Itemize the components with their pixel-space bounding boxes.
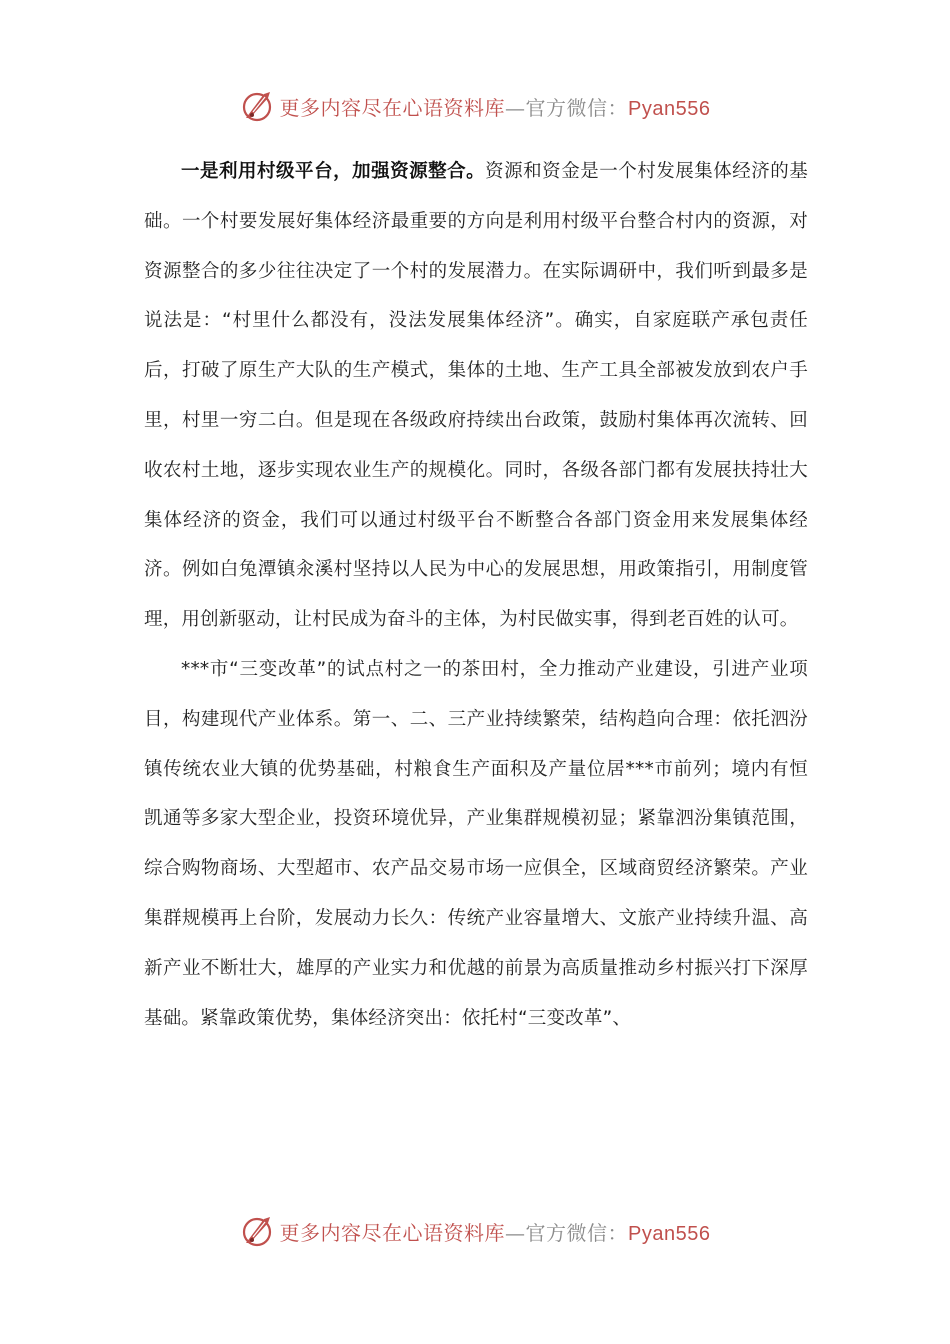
banner-wechat-label: 官方微信： [525,1220,629,1245]
banner-text [280,92,711,121]
banner-separator: — [505,95,526,120]
paragraph-1 [144,147,808,645]
banner-wechat-id: Pyan556 [628,97,711,120]
quill-pen-logo-icon [240,1213,276,1249]
banner-text [280,1217,711,1246]
banner-wechat-label: 官方微信： [525,95,629,120]
document-body [144,147,808,1043]
paragraph-1-lead: 一是利用村级平台，加强资源整合。 [181,161,486,182]
header-banner [0,82,950,130]
paragraph-2: ***市“三变改革”的试点村之一的茶田村，全力推动产业建设，引进产业项目，构建现代产业体系。第一、二、三产业持续繁荣，结构趋向合理：依托泗汾镇传统农业大镇的优势基础，村粮食生产面积及产量位居***市前列；境内有恒凯通等多家大型企业，投资环境优异，产业集群规模初显；紧靠泗汾集镇范围，综合购物商场、大型超市、农产品交易市场一应俱全，区域商贸经济繁荣。产业集群规模再上台阶，发展动力长久：传统产业容量增大、文旅产业持续升温、高新产业不断壮大，雄厚的产业实力和优越的前景为高质量推动乡村振兴打下深厚基础。紧靠政策优势，集体经济突出：依托村“三变改革”、 [144,658,808,1029]
banner-site-text: 更多内容尽在心语资料库 [279,95,506,120]
banner-wechat-id: Pyan556 [628,1222,711,1245]
banner-site-text: 更多内容尽在心语资料库 [279,1220,506,1245]
paragraph-1-body: 资源和资金是一个村发展集体经济的基础。一个村要发展好集体经济最重要的方向是利用村级平台整合村内的资源，对资源整合的多少往往决定了一个村的发展潜力。在实际调研中，我们听到最多是说法是：“村里什么都没有，没法发展集体经济”。确实，自家庭联产承包责任后，打破了原生产大队的生产模式，集体的土地、生产工具全部被发放到农户手里，村里一穷二白。但是现在各级政府持续出台政策，鼓励村集体再次流转、回收农村土地，逐步实现农业生产的规模化。同时，各级各部门都有发展扶持壮大集体经济的资金，我们可以通过村级平台不断整合各部门资金用来发展集体经济。例如白兔潭镇汆溪村坚持以人民为中心的发展思想，用政策指引，用制度管理，用创新驱动，让村民成为奋斗的主体，为村民做实事，得到老百姓的认可。 [144,161,809,631]
footer-banner [0,1207,950,1255]
banner-separator: — [505,1220,526,1245]
quill-pen-logo-icon [240,88,276,124]
